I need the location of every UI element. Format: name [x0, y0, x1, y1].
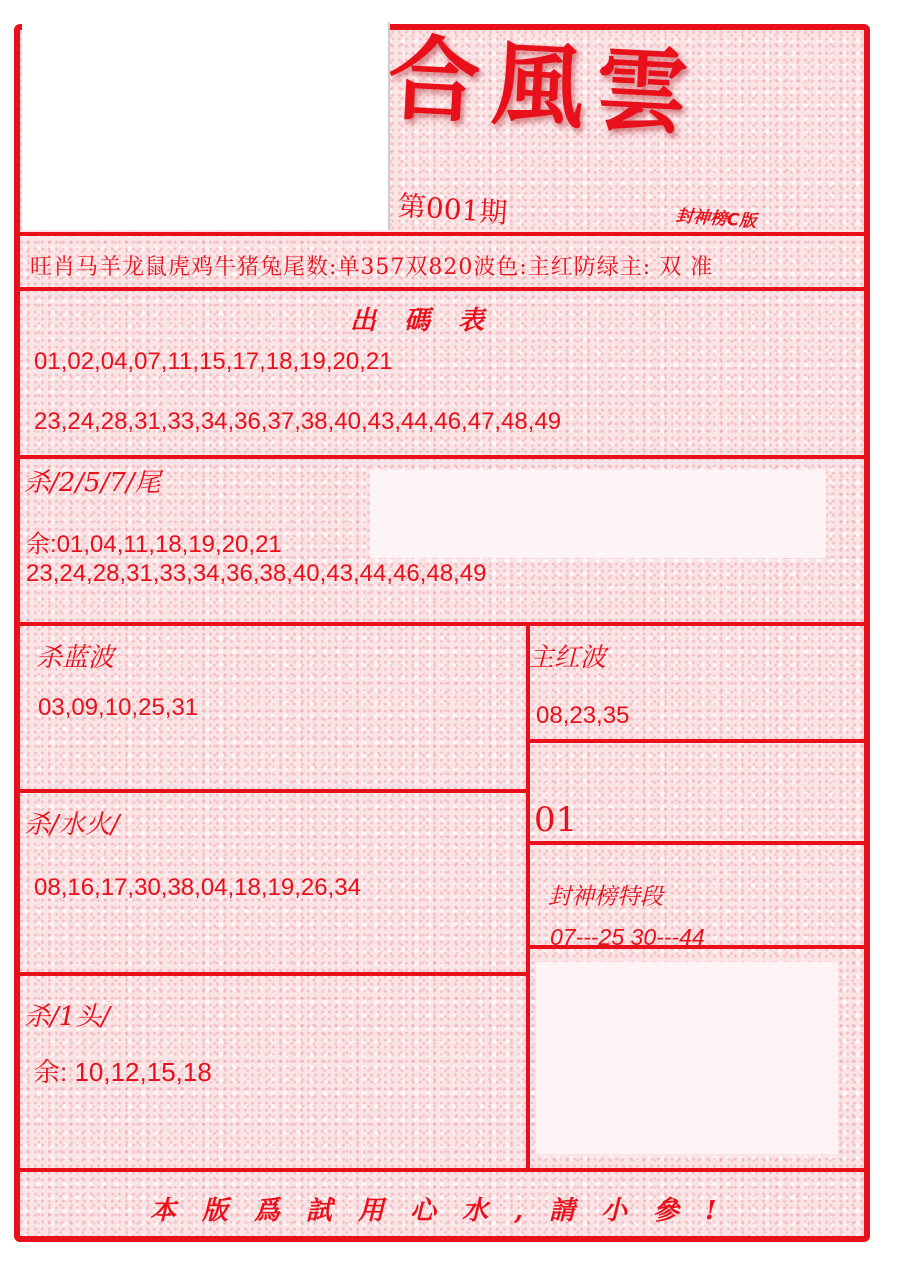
divider-kill-tail: [20, 622, 866, 626]
kill-tail-rest-2: 23,24,28,31,33,34,36,38,40,43,44,46,48,49: [26, 560, 487, 587]
divider-right-1: [528, 739, 866, 743]
divider-vertical: [526, 624, 530, 1172]
code-table-row-1: 01,02,04,07,11,15,17,18,19,20,21: [34, 348, 393, 375]
issue-number: 第001期: [396, 189, 509, 230]
divider-footer: [20, 1168, 866, 1172]
divider-right-2: [528, 841, 866, 845]
divider-info: [20, 287, 866, 291]
masked-area-right-bottom: [536, 962, 838, 1154]
edition-label: 封神榜C版: [675, 206, 757, 232]
masked-logo-area: [22, 22, 390, 230]
special-segment-label: 封神榜特段: [548, 884, 663, 910]
kill-water-fire-label: 杀/水火/: [24, 810, 120, 840]
masked-area-kill-tail: [370, 470, 826, 558]
divider-left-2: [20, 972, 528, 976]
kill-head-rest: 余: 10,12,15,18: [34, 1057, 212, 1087]
special-segment-ranges: 07---25 30---44: [550, 924, 705, 950]
kill-blue-numbers: 03,09,10,25,31: [38, 694, 199, 721]
divider-left-1: [20, 789, 528, 793]
masthead-title: 合風雲: [385, 23, 703, 149]
code-table-row-2: 23,24,28,31,33,34,36,37,38,40,43,44,46,47,48,49: [34, 408, 562, 435]
code-table-title: 出碼表: [350, 306, 513, 336]
kill-tail-label: 杀/2/5/7/尾: [24, 468, 161, 498]
divider-code-table: [20, 455, 866, 459]
footer-note: 本版爲試用心水,請小參!: [150, 1196, 743, 1226]
kill-tail-rest-1: 余:01,04,11,18,19,20,21: [26, 531, 282, 558]
kill-head-label: 杀/1头/: [24, 1002, 111, 1032]
kill-water-fire-numbers: 08,16,17,30,38,04,18,19,26,34: [34, 874, 361, 901]
main-red-numbers: 08,23,35: [536, 702, 630, 729]
main-red-label: 主红波: [528, 643, 607, 673]
single-number: 01: [534, 800, 578, 840]
info-line: 旺肖马羊龙鼠虎鸡牛猪兔尾数:单357双820波色:主红防绿主: 双 准: [30, 255, 714, 280]
divider-header: [20, 232, 866, 236]
kill-blue-label: 杀蓝波: [36, 643, 115, 673]
